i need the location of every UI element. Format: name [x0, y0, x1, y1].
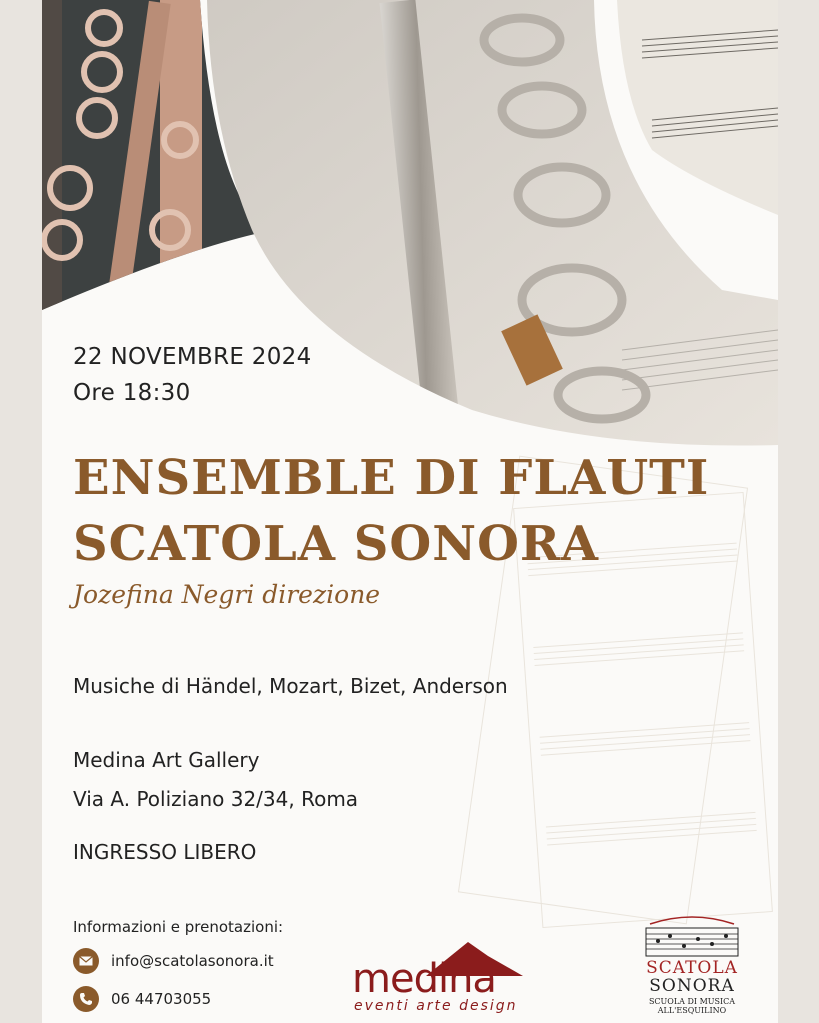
phone-icon: [73, 986, 99, 1012]
medina-logo-name: medina: [352, 956, 496, 1002]
medina-logo-tagline: eventi arte design: [354, 998, 518, 1014]
contacts-label: Informazioni e prenotazioni:: [73, 918, 284, 936]
contact-phone[interactable]: 06 44703055: [111, 990, 212, 1008]
scatola-sonora-logo: [640, 914, 744, 1018]
event-entry: INGRESSO LIBERO: [73, 840, 257, 864]
scatola-logo-name1: SCATOLA: [646, 958, 738, 978]
event-title-line2: SCATOLA SONORA: [73, 516, 600, 572]
event-program: Musiche di Händel, Mozart, Bizet, Anderson: [73, 674, 508, 698]
envelope-icon: [73, 948, 99, 974]
scatola-logo-tagline: [640, 998, 744, 1016]
event-director: Jozefina Negri direzione: [73, 580, 381, 609]
event-poster: [42, 0, 778, 1023]
event-title-line1: ENSEMBLE DI FLAUTI: [73, 450, 710, 506]
scatola-logo-tagline2: ALL'ESQUILINO: [657, 1005, 727, 1015]
event-date: 22 NOVEMBRE 2024: [73, 344, 312, 370]
event-time: Ore 18:30: [73, 380, 191, 406]
contact-phone-row[interactable]: [73, 986, 211, 1012]
event-venue: Medina Art Gallery: [73, 748, 260, 772]
contact-email[interactable]: info@scatolasonora.it: [111, 952, 274, 970]
contact-email-row[interactable]: [73, 948, 274, 974]
scatola-logo-name2: SONORA: [649, 976, 735, 996]
scatola-logo-tagline1: SCUOLA DI MUSICA: [648, 997, 736, 1006]
event-address: Via A. Poliziano 32/34, Roma: [73, 787, 359, 811]
medina-logo: [348, 936, 548, 1016]
